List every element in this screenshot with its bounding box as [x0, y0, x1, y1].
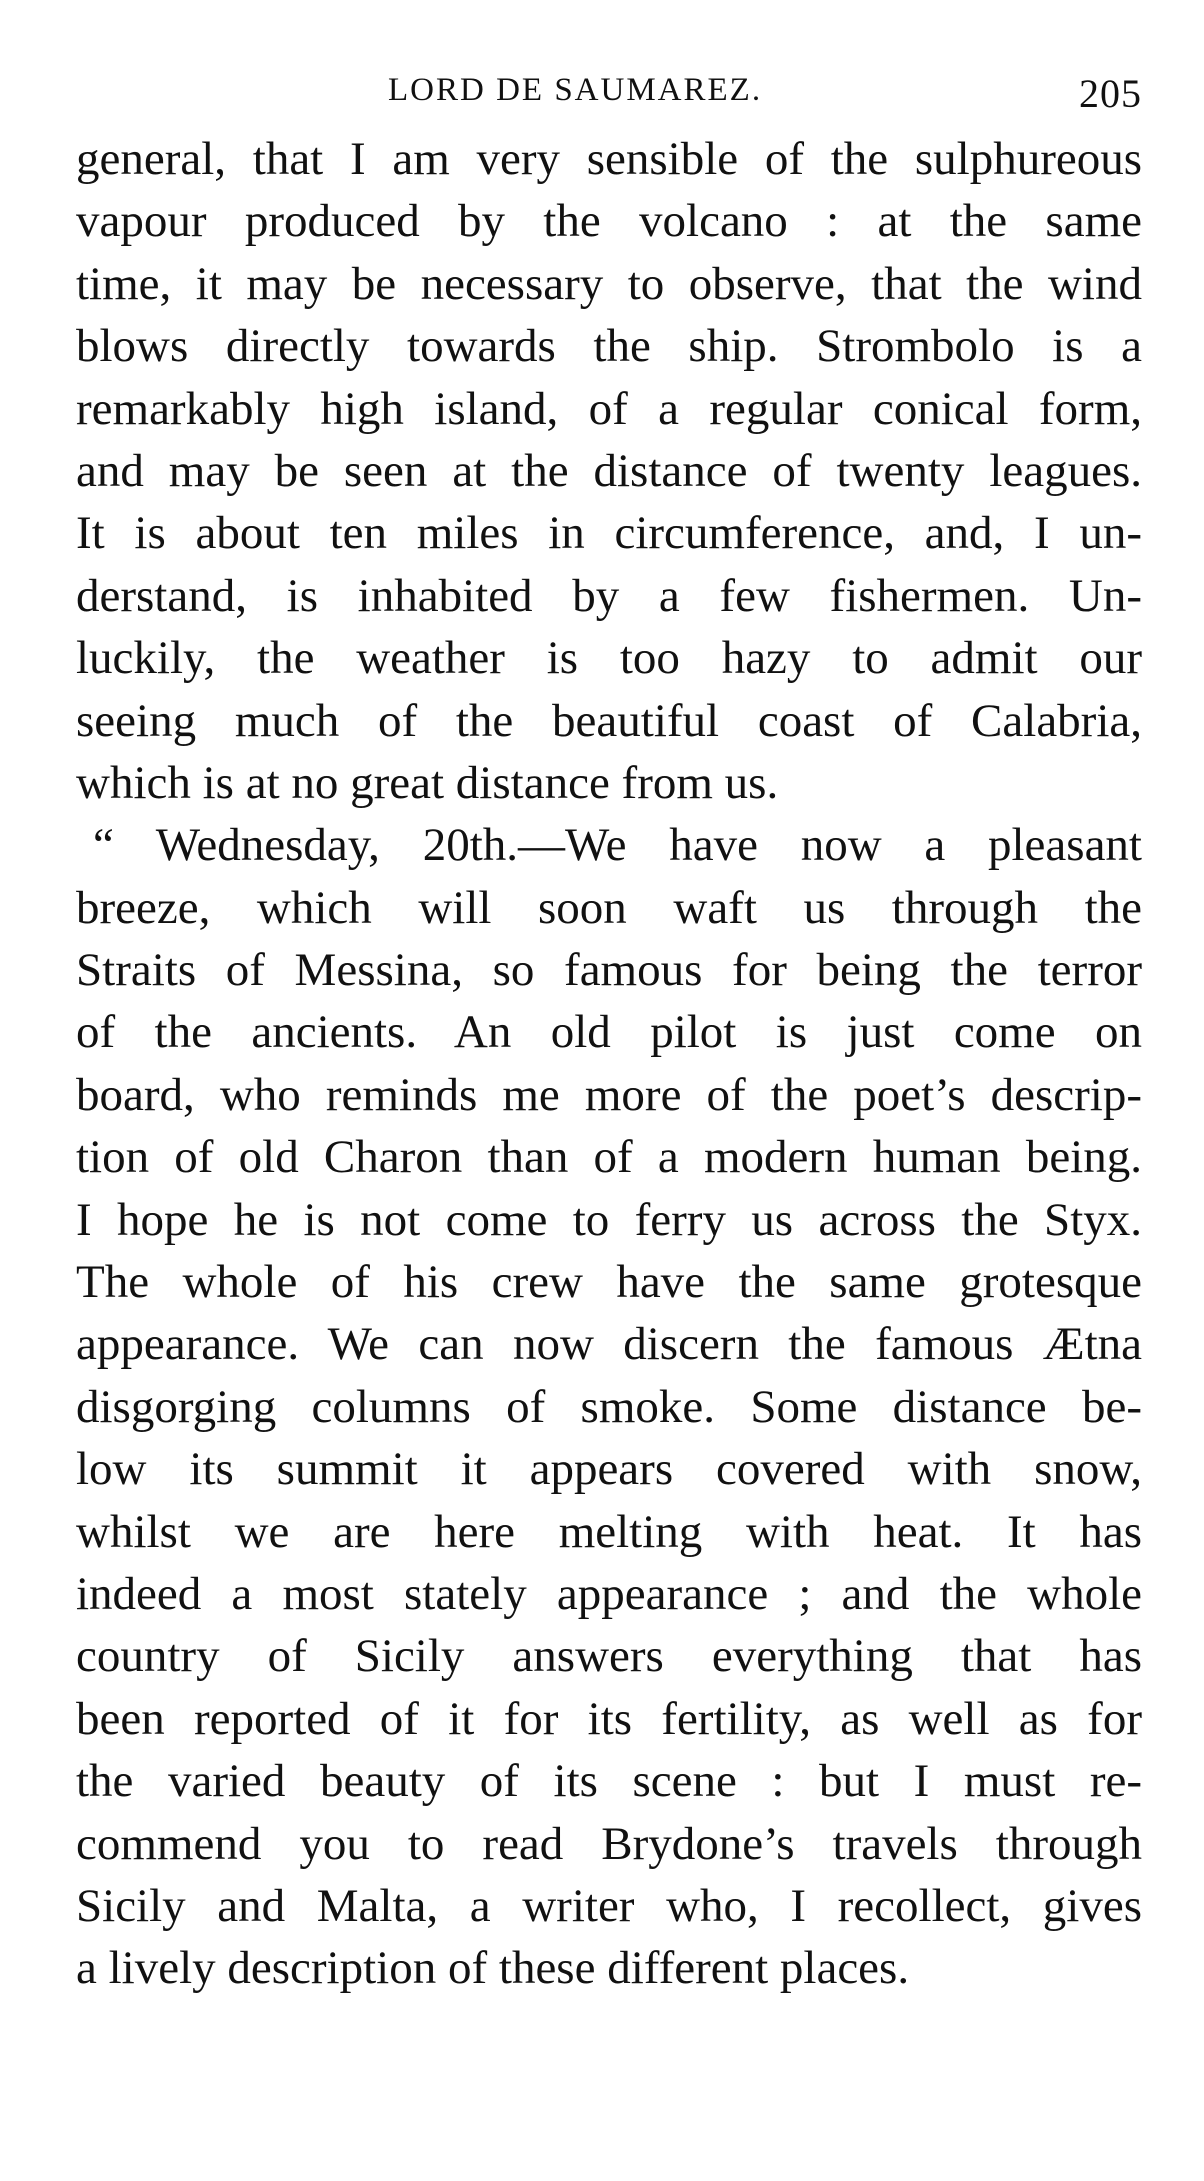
text-line: been reported of it for its fertility, as well as for	[76, 1692, 1142, 1745]
text-line: country of Sicily answers everything that has	[76, 1630, 1142, 1683]
text-line: The whole of his crew have the same grotesque	[76, 1256, 1142, 1309]
paragraph-1	[76, 128, 1142, 814]
text-line: low its summit it appears covered with snow,	[76, 1443, 1142, 1496]
text-line: which is at no great distance from us.	[76, 756, 779, 809]
text-line: “ Wednesday, 20th.—We have now a pleasant	[93, 819, 1142, 872]
text-line: seeing much of the beautiful coast of Calabria,	[76, 694, 1142, 747]
text-line: breeze, which will soon waft us through the	[76, 881, 1142, 934]
text-line: Straits of Messina, so famous for being the terror	[76, 944, 1142, 997]
text-line: I hope he is not come to ferry us across the Styx.	[76, 1193, 1142, 1246]
text-line: It is about ten miles in circumference, and, I un-	[76, 507, 1142, 560]
body-text	[76, 128, 1142, 2000]
running-title: LORD DE SAUMAREZ.	[388, 72, 763, 108]
text-line: Sicily and Malta, a writer who, I recollect, gives	[76, 1879, 1142, 1932]
text-line: blows directly towards the ship. Strombolo is a	[76, 320, 1142, 373]
text-line: board, who reminds me more of the poet’s descrip-	[76, 1068, 1142, 1121]
text-line: commend you to read Brydone’s travels through	[76, 1817, 1142, 1870]
text-line: time, it may be necessary to observe, that the wind	[76, 257, 1142, 310]
text-line: of the ancients. An old pilot is just come on	[76, 1006, 1142, 1059]
text-line: and may be seen at the distance of twenty leagues.	[76, 444, 1142, 497]
text-line: the varied beauty of its scene : but I must re-	[76, 1755, 1142, 1808]
text-line: remarkably high island, of a regular conical form,	[76, 382, 1142, 435]
page-number: 205	[1079, 71, 1142, 116]
text-line: indeed a most stately appearance ; and the whole	[76, 1567, 1142, 1620]
book-page	[76, 72, 1142, 2000]
text-line: luckily, the weather is too hazy to admit our	[76, 632, 1142, 685]
text-line: appearance. We can now discern the famous Ætna	[76, 1318, 1142, 1371]
text-line: a lively description of these different places.	[76, 1942, 910, 1995]
running-head	[76, 72, 1142, 122]
text-line: general, that I am very sensible of the sulphureous	[76, 133, 1142, 185]
text-line: tion of old Charon than of a modern human being.	[76, 1131, 1142, 1184]
text-line: disgorging columns of smoke. Some distance be-	[76, 1380, 1142, 1433]
text-line: whilst we are here melting with heat. It has	[76, 1505, 1142, 1558]
paragraph-2	[76, 814, 1142, 1999]
text-line: vapour produced by the volcano : at the same	[76, 195, 1142, 248]
text-line: derstand, is inhabited by a few fishermen. Un-	[76, 569, 1142, 622]
